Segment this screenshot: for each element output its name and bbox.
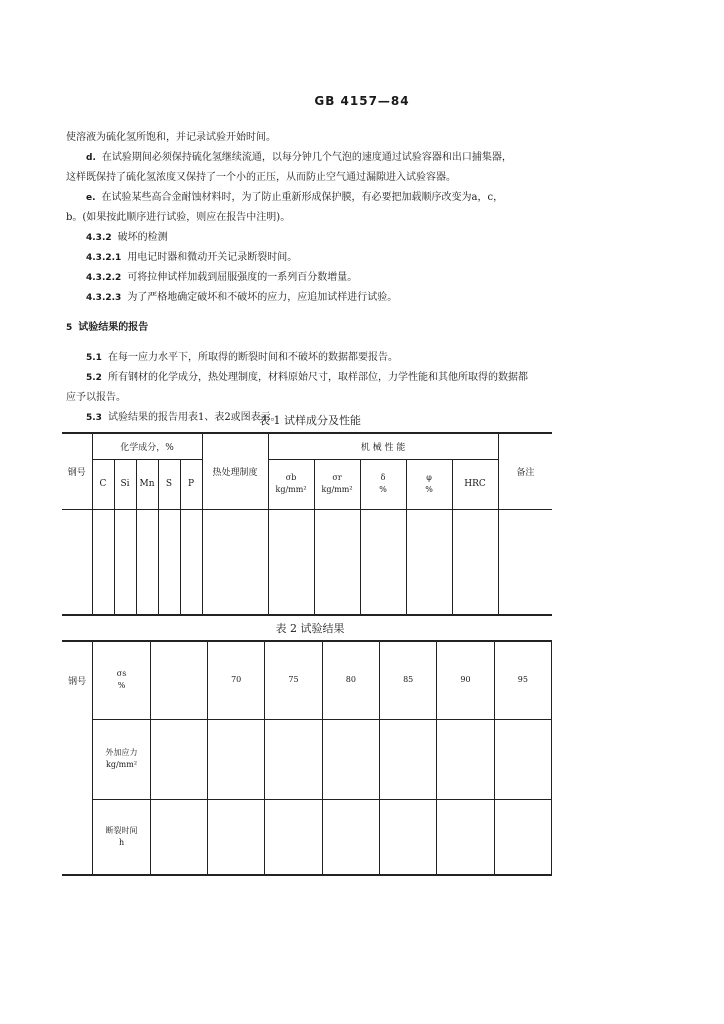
table-cell [136, 509, 158, 615]
table-cell [62, 509, 92, 615]
table-cell [92, 509, 114, 615]
remarks-header: 备注 [498, 433, 552, 509]
level-cell [150, 641, 207, 719]
chem-col-header: C [92, 459, 114, 509]
table-cell [437, 799, 494, 875]
mech-col-header: δ % [360, 459, 406, 509]
paragraph: e. 在试验某些高合金耐蚀材料时，为了防止重新形成保护膜，有必要把加载顺序改变为a，c， [86, 192, 504, 203]
table2 [62, 640, 552, 876]
table-cell [208, 719, 265, 799]
table-cell [360, 509, 406, 615]
mech-group-header: 机 械 性 能 [268, 433, 498, 459]
level-cell: 75 [265, 641, 322, 719]
paragraph: 4.3.2.3 为了严格地确定破坏和不破坏的应力，应追加试样进行试验。 [86, 292, 398, 303]
mech-col-header: φ % [406, 459, 452, 509]
paragraph: d. 在试验期间必须保持硫化氢继续流通，以每分钟几个气泡的速度通过试验容器和出口捕集器， [86, 152, 512, 163]
paragraph: 4.3.2.1 用电记时器和微动开关记录断裂时间。 [86, 252, 298, 263]
steel-no-header: 钢号 [62, 433, 92, 509]
level-cell: 80 [322, 641, 379, 719]
table1-caption: 表 1 试样成分及性能 [259, 414, 361, 427]
table-cell [158, 509, 180, 615]
paragraph: 使溶液为硫化氢所饱和，并记录试验开始时间。 [66, 132, 276, 143]
chem-group-header: 化学成分，% [92, 433, 202, 459]
paragraph: 5.1 在每一应力水平下，所取得的断裂时间和不破坏的数据都要报告。 [86, 352, 398, 363]
table-cell [62, 799, 93, 875]
chem-col-header: P [180, 459, 202, 509]
applied-stress-header: 外加应力 kg/mm² [93, 719, 150, 799]
mech-col-header: HRC [452, 459, 498, 509]
table-cell [265, 719, 322, 799]
table-cell [114, 509, 136, 615]
heat-treat-header: 热处理制度 [202, 433, 268, 509]
level-cell: 85 [380, 641, 437, 719]
paragraph: b。(如果按此顺序进行试验，则应在报告中注明)。 [66, 212, 291, 223]
level-cell: 90 [437, 641, 494, 719]
steel-no-header: 钢号 [62, 641, 93, 719]
paragraph: 5.2 所有钢材的化学成分，热处理制度，材料原始尺寸，取样部位，力学性能和其他所取得的数据都 [86, 372, 528, 383]
paragraph: 4.3.2.2 可将拉伸试样加载到屈服强度的一系列百分数增量。 [86, 272, 358, 283]
level-cell: 70 [208, 641, 265, 719]
table-cell [314, 509, 360, 615]
table-cell [208, 799, 265, 875]
chem-col-header: Si [114, 459, 136, 509]
table1 [62, 432, 552, 616]
table-cell [268, 509, 314, 615]
mech-col-header: σr kg/mm² [314, 459, 360, 509]
paragraph: 应予以报告。 [66, 392, 126, 403]
table-cell [494, 719, 551, 799]
table-cell [322, 799, 379, 875]
chem-col-header: Mn [136, 459, 158, 509]
table-cell [498, 509, 552, 615]
table-cell [322, 719, 379, 799]
sigma-header: σs % [93, 641, 150, 719]
standard-header: GB 4157—84 [314, 94, 410, 108]
table2-caption: 表 2 试验结果 [275, 622, 345, 635]
level-cell: 95 [494, 641, 551, 719]
clause-heading: 4.3.2 破坏的检测 [86, 232, 168, 243]
table-cell [406, 509, 452, 615]
mech-col-header: σb kg/mm² [268, 459, 314, 509]
paragraph: 5.3 试验结果的报告用表1、表2或图表示。 [86, 412, 281, 423]
table-cell [452, 509, 498, 615]
chem-col-header: S [158, 459, 180, 509]
table-cell [380, 799, 437, 875]
body-text [66, 128, 566, 428]
table-cell [150, 799, 207, 875]
table-cell [380, 719, 437, 799]
table-cell [437, 719, 494, 799]
table-cell [494, 799, 551, 875]
fracture-time-header: 断裂时间 h [93, 799, 150, 875]
section-heading: 5 试验结果的报告 [66, 322, 149, 333]
table-cell [150, 719, 207, 799]
table-cell [62, 719, 93, 799]
table-cell [180, 509, 202, 615]
table-cell [265, 799, 322, 875]
table-cell [202, 509, 268, 615]
paragraph: 这样既保持了硫化氢浓度又保持了一个小的正压，从而防止空气通过漏隙进入试验容器。 [66, 172, 456, 183]
